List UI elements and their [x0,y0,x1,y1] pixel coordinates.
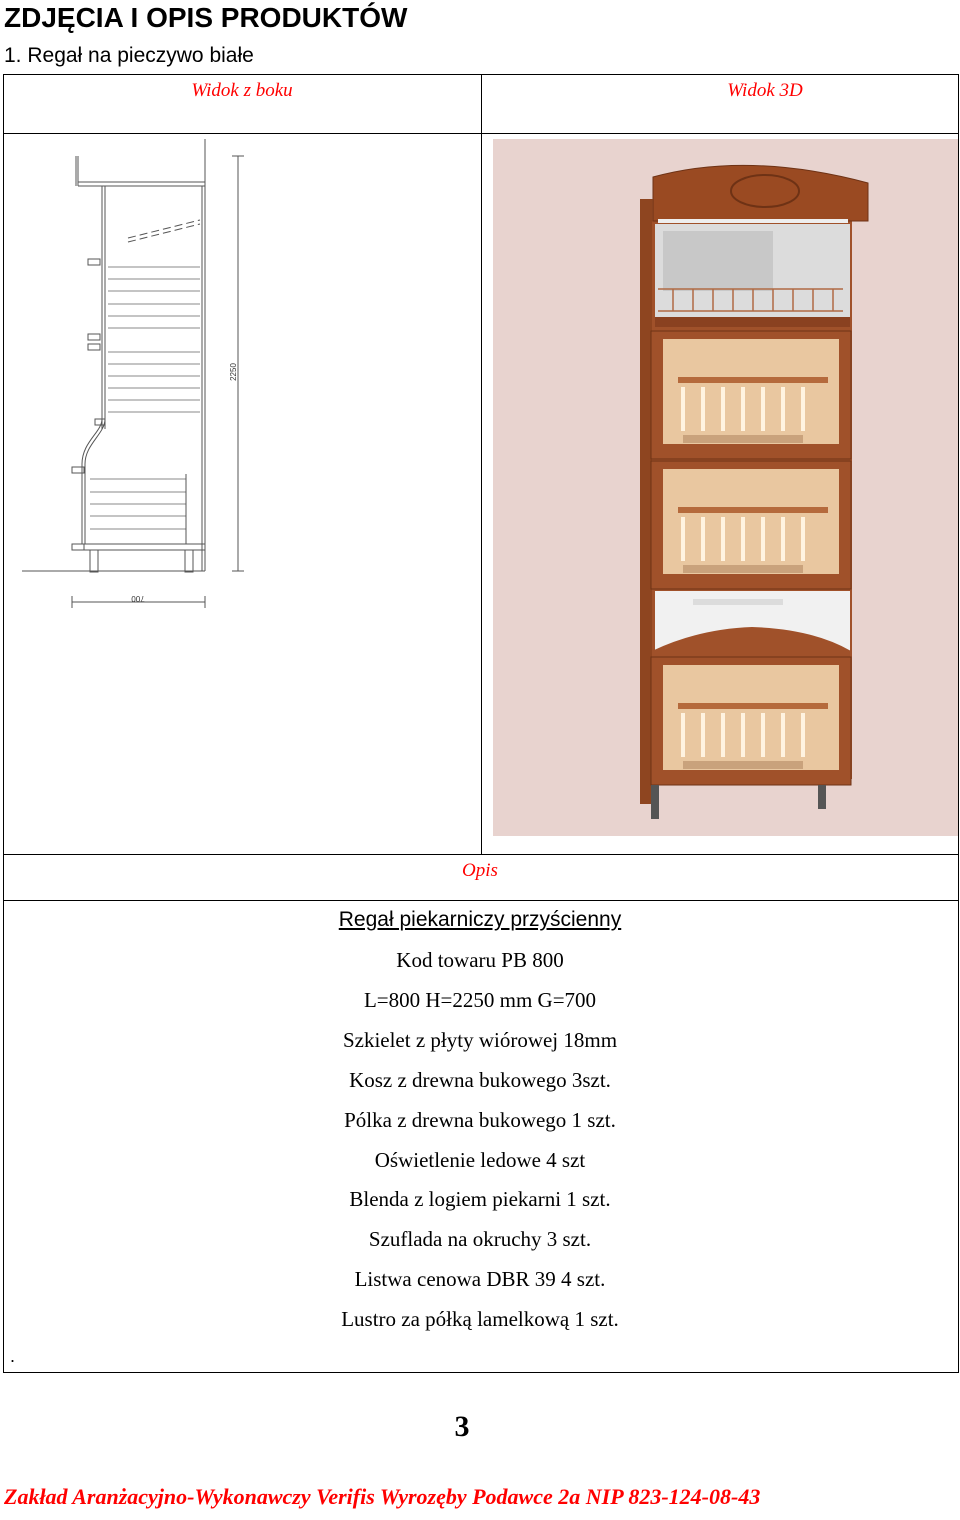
description-line: Pólka z drewna bukowego 1 szt. [344,1108,616,1132]
view-3d-header: Widok 3D [727,80,803,101]
side-view-drawing [0,134,480,854]
description-line: Szuflada na okruchy 3 szt. [368,1227,592,1251]
description-line: Oświetlenie ledowe 4 szt [374,1148,586,1172]
description-line: Listwa cenowa DBR 39 4 szt. [354,1267,606,1291]
description-title: Regał piekarniczy przyścienny [338,908,622,931]
depth-dimension-label: 700 [131,594,145,603]
trailing-dot: . [10,1346,16,1366]
description-line: Kod towaru PB 800 [396,948,564,972]
product-subheading: 1. Regał na pieczywo białe [4,44,254,67]
description-line: Lustro za półką lamelkową 1 szt. [341,1307,619,1331]
product-3d-photo [493,139,958,836]
description-line: L=800 H=2250 mm G=700 [363,988,597,1012]
side-view-header: Widok z boku [191,80,293,101]
column-divider [481,74,482,855]
description-line: Szkielet z płyty wiórowej 18mm [342,1028,618,1052]
company-footer: Zakład Aranżacyjno-Wykonawczy Verifis Wyrozęby Podawce 2a NIP 823-124-08-43 [4,1484,761,1509]
description-line: Blenda z logiem piekarni 1 szt. [349,1187,611,1211]
page-heading: ZDJĘCIA I OPIS PRODUKTÓW [4,2,408,33]
height-dimension-label: 2250 [229,363,238,381]
page-number: 3 [454,1410,470,1443]
description-header: Opis [462,860,498,881]
description-line: Kosz z drewna bukowego 3szt. [349,1068,611,1092]
